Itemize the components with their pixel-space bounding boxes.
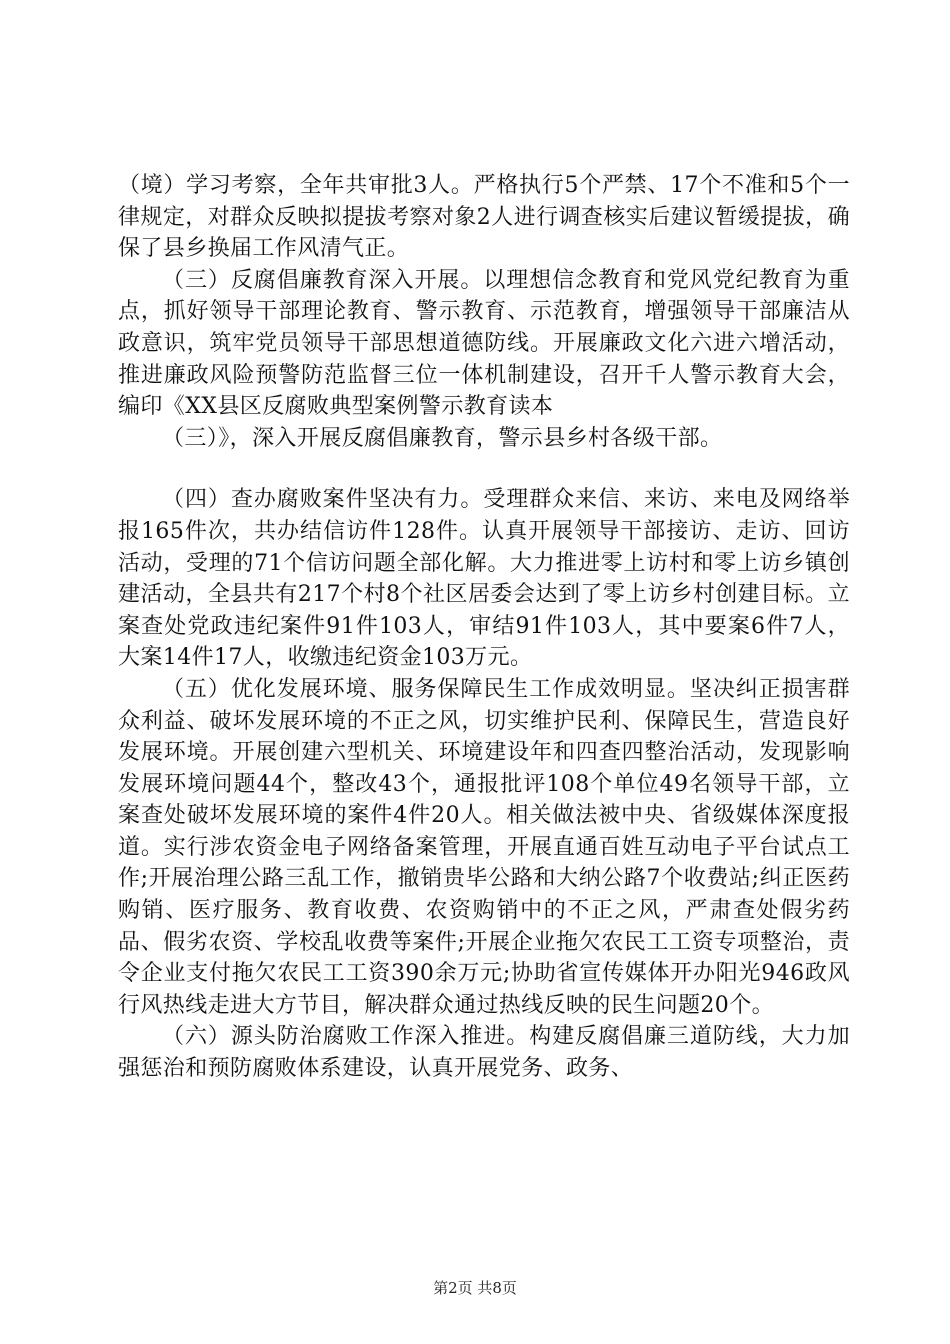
paragraph-section-4: （四）查办腐败案件坚决有力。受理群众来信、来访、来电及网络举报165件次，共办结信访件128件。认真开展领导干部接访、走访、回访活动，受理的71个信访问题全部化解。大力推进零上访村和零上访乡镇创建活动，全县共有217个村8个社区居委会达到了零上访乡村创建目标。立案查处党政违纪案件91件103人，审结91件103人，其中要案6件7人，大案14件17人，收缴违纪资金103万元。 bbox=[118, 487, 850, 671]
paragraph-section-5: （五）优化发展环境、服务保障民生工作成效明显。坚决纠正损害群众利益、破坏发展环境的不正之风，切实维护民利、保障民生，营造良好发展环境。开展创建六型机关、环境建设年和四查四整治活动，发现影响发展环境问题44个，整改43个，通报批评108个单位49名领导干部，立案查处破坏发展环境的案件4件20人。相关做法被中央、省级媒体深度报道。实行涉农资金电子网络备案管理，开展直通百姓互动电子平台试点工作;开展治理公路三乱工作，撤销贵毕公路和大纳公路7个收费站;纠正医药购销、医疗服务、教育收费、农资购销中的不正之风，严肃查处假劣药品、假劣农资、学校乱收费等案件;开展企业拖欠农民工工资专项整治，责令企业支付拖欠农民工工资390余万元;协助省宣传媒体开办阳光946政风行风热线走进大方节目，解决群众通过热线反映的民生问题20个。 bbox=[118, 676, 850, 1018]
document-body bbox=[118, 170, 850, 1085]
paragraph-section-3: （三）反腐倡廉教育深入开展。以理想信念教育和党风党纪教育为重点，抓好领导干部理论教育、警示教育、示范教育，增强领导干部廉洁从政意识，筑牢党员领导干部思想道德防线。开展廉政文化六进六增活动，推进廉政风险预警防范监督三位一体机制建设，召开千人警示教育大会，编印《XX县区反腐败典型案例警示教育读本 bbox=[118, 267, 850, 420]
paragraph-section-3-tail: （三）》，深入开展反腐倡廉教育，警示县乡村各级干部。 bbox=[162, 425, 723, 451]
page-footer: 第2页 共8页 bbox=[433, 1279, 517, 1297]
paragraph-continuation: （境）学习考察，全年共审批3人。严格执行5个严禁、17个不准和5个一律规定，对群众反映拟提拔考察对象2人进行调查核实后建议暂缓提拔，确保了县乡换届工作风清气正。 bbox=[118, 173, 850, 262]
paragraph-section-6: （六）源头防治腐败工作深入推进。构建反腐倡廉三道防线，大力加强惩治和预防腐败体系建设，认真开展党务、政务、 bbox=[118, 1024, 850, 1082]
